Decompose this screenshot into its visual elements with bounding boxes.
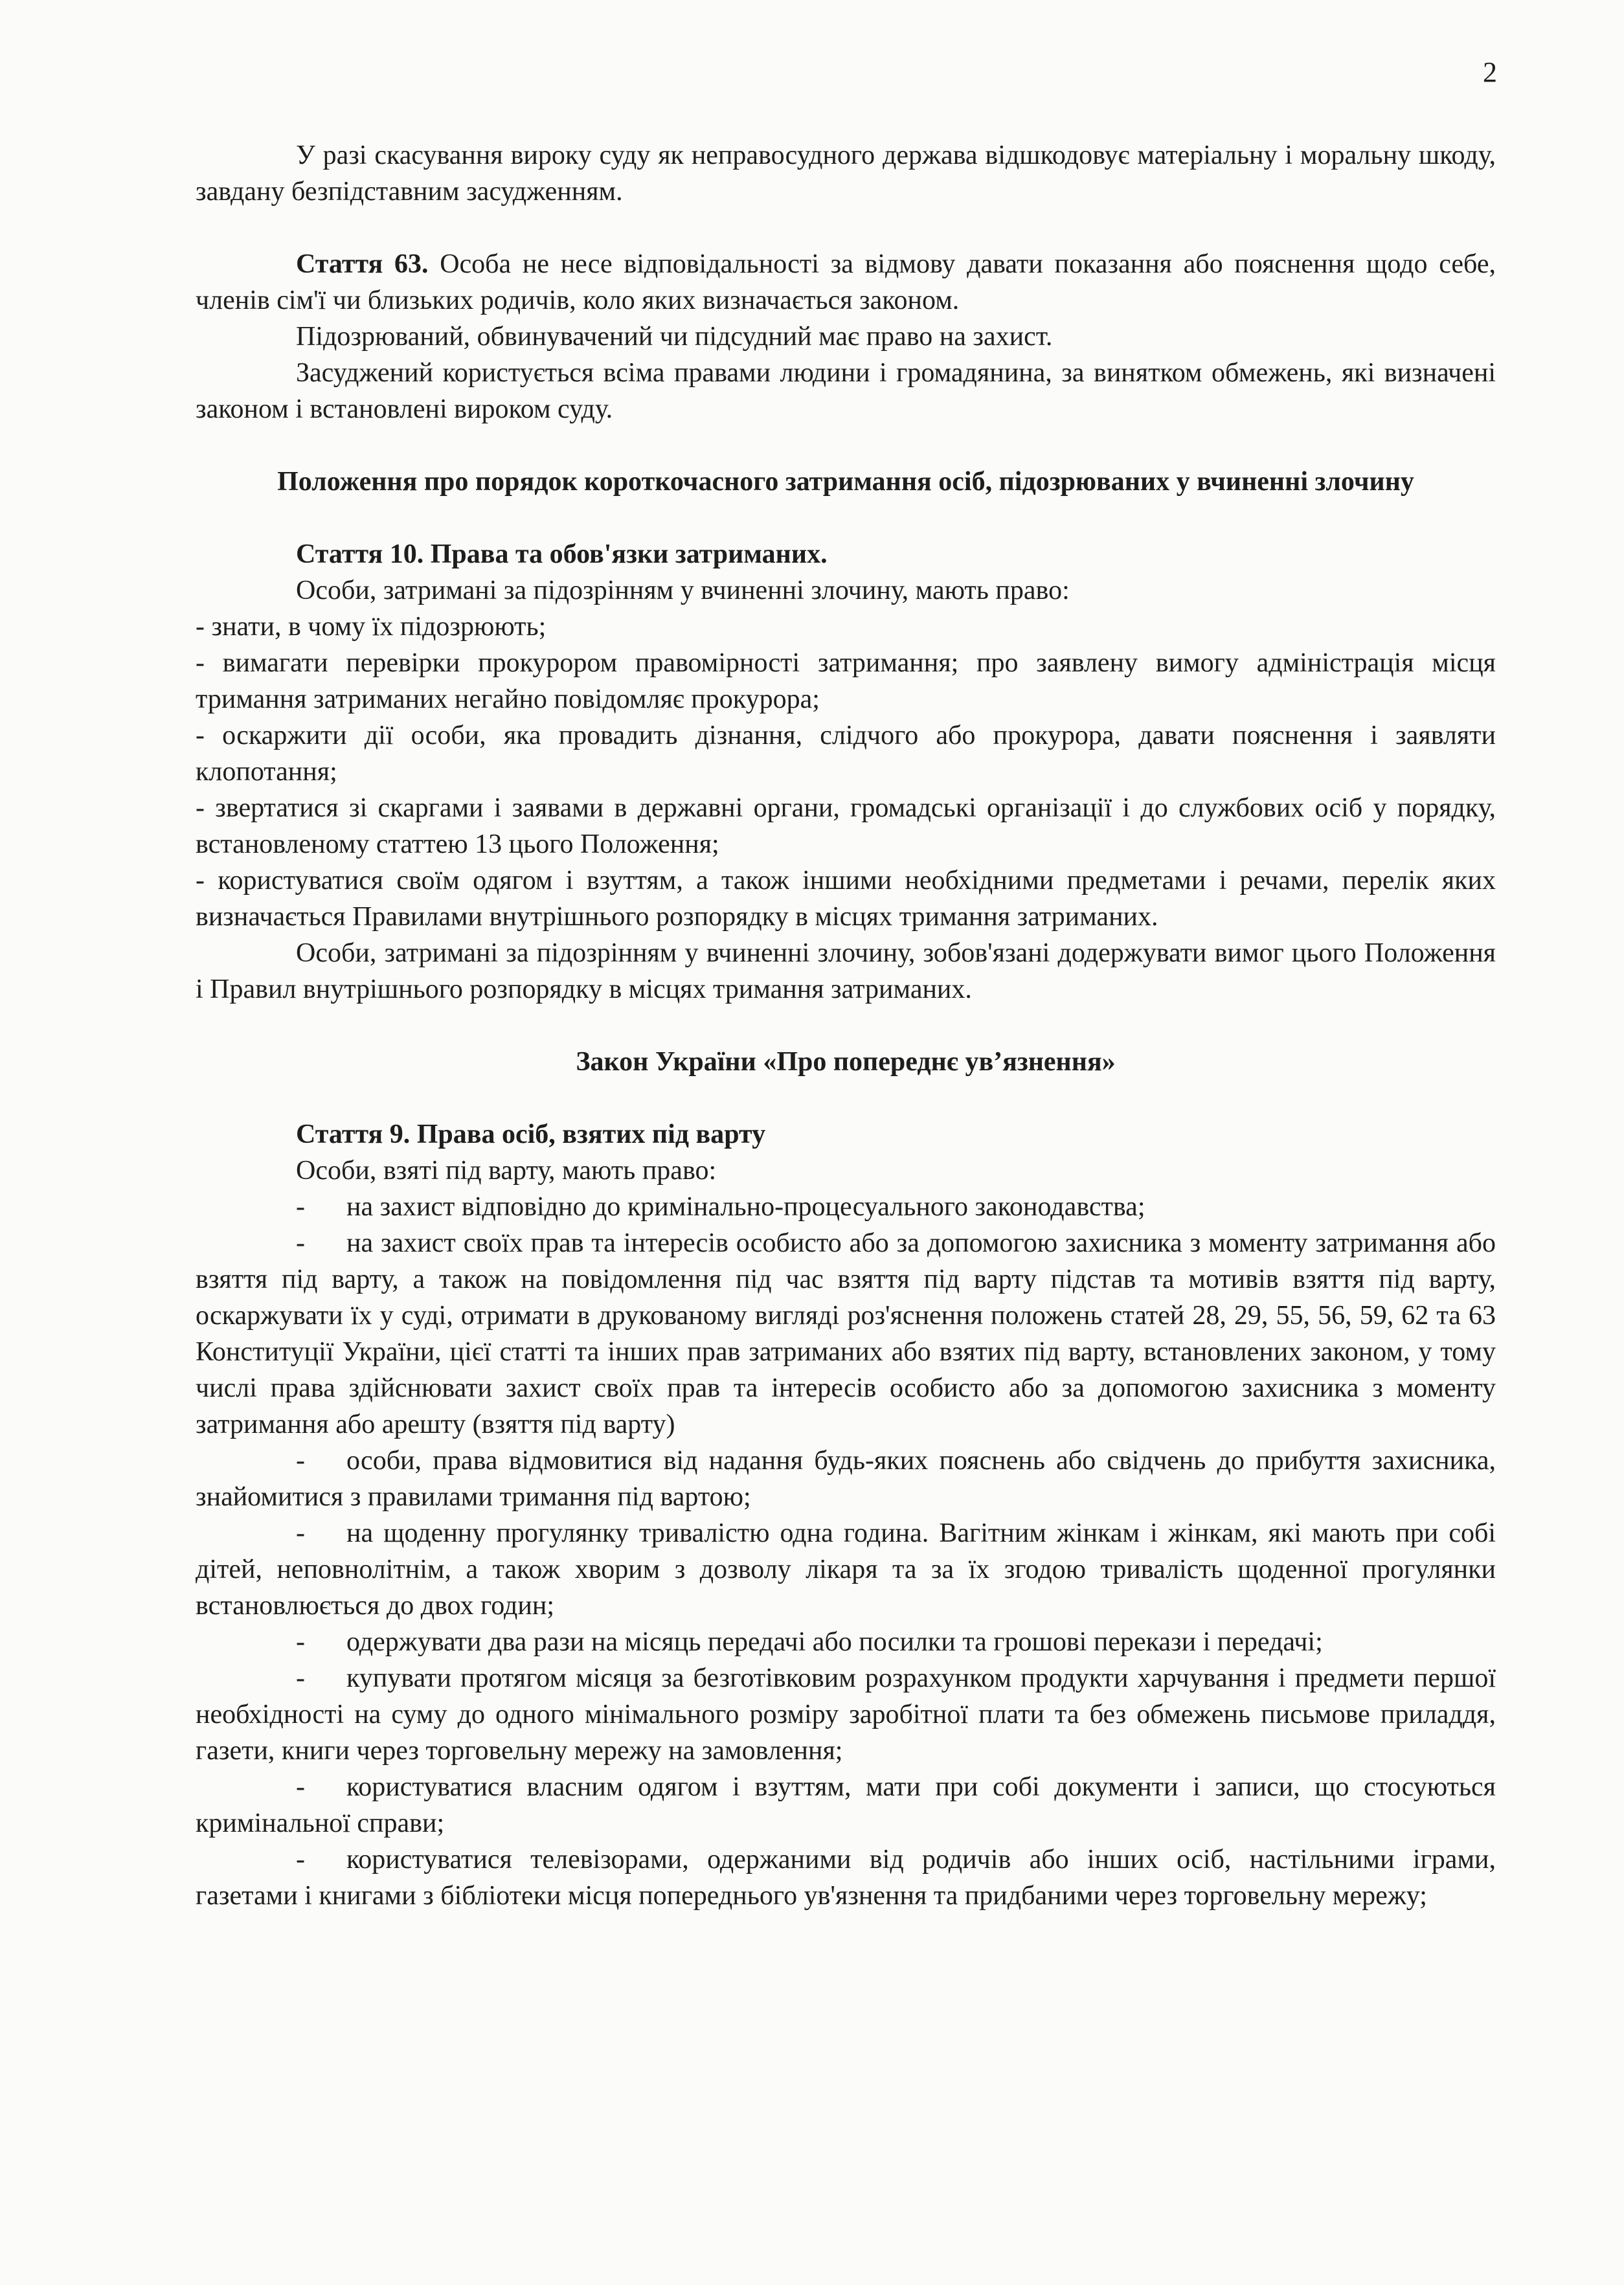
article-10-intro: Особи, затримані за підозрінням у вчиненні злочину, мають право: bbox=[296, 576, 1070, 605]
list-item: - знати, в чому їх підозрюють; bbox=[196, 612, 547, 642]
article-63-paragraph bbox=[196, 246, 1496, 319]
list-item: - звертатися зі скаргами і заявами в державні органи, громадські організації і до службових осіб у порядку, встановленому статтею 13 цього Положення; bbox=[196, 793, 1496, 859]
list-item-text: на щоденну прогулянку тривалістю одна година. Вагітним жінкам і жінкам, які мають при собі дітей, неповнолітнім, а також хворим з дозволу лікаря та за їх згодою тривалість щоденної прогулянки встановлюється до двох годин; bbox=[196, 1518, 1496, 1621]
spacer bbox=[196, 1080, 1496, 1116]
dash-marker: - bbox=[296, 1663, 305, 1693]
section-heading-law: Закон України «Про попереднє ув’язнення» bbox=[576, 1047, 1116, 1077]
list-item bbox=[196, 1660, 1496, 1769]
list-item bbox=[196, 1443, 1496, 1515]
article-9-title: Стаття 9. Права осіб, взятих під варту bbox=[296, 1120, 766, 1149]
list-item bbox=[196, 1189, 1496, 1225]
dash-marker: - bbox=[296, 1845, 305, 1874]
article-10-closing: Особи, затримані за підозрінням у вчиненні злочину, зобов'язані додержувати вимог цього Положення і Правил внутрішнього розпорядку в місцях тримання затриманих. bbox=[196, 938, 1496, 1004]
dash-marker: - bbox=[296, 1446, 305, 1476]
spacer bbox=[196, 500, 1496, 536]
list-item-text: купувати протягом місяця за безготівковим розрахунком продукти харчування і предмети першої необхідності на суму до одного мінімального розміру заробітної плати та без обмежень письмове приладдя, газети, книги через торговельну мережу на замовлення; bbox=[196, 1663, 1496, 1766]
list-item-text: на захист своїх прав та інтересів особисто або за допомогою захисника з моменту затримання або взяття під варту, а також на повідомлення під час взяття під варту підстав та мотивів взяття під варту, оскаржувати їх у суді, отримати в друкованому вигляді роз'яснення положень статей 28, 29, 55, 56, 59, 62 та 63 Конституції України, цієї статті та інших прав затриманих або взятих під варту, встановлених законом, у тому числі права здійснювати захист своїх прав та інтересів особисто або за допомогою захисника з моменту затримання або арешту (взяття під варту) bbox=[196, 1228, 1496, 1439]
spacer bbox=[196, 427, 1496, 464]
article-63-text: Особа не несе відповідальності за відмову давати показання або пояснення щодо себе, членів сім'ї чи близьких родичів, коло яких визначається законом. bbox=[196, 249, 1496, 315]
page-number: 2 bbox=[1483, 56, 1497, 88]
list-item-text: користуватися телевізорами, одержаними від родичів або інших осіб, настільними іграми, газетами і книгами з бібліотеки місця попереднього ув'язнення та придбаними через торговельну мережу; bbox=[196, 1845, 1496, 1911]
list-item bbox=[196, 1225, 1496, 1443]
article-9-intro: Особи, взяті під варту, мають право: bbox=[296, 1156, 717, 1186]
document-body bbox=[196, 137, 1496, 1914]
list-item-text: одержувати два рази на місяць передачі або посилки та грошові перекази і передачі; bbox=[346, 1627, 1323, 1657]
dash-marker: - bbox=[296, 1192, 305, 1222]
list-item bbox=[196, 1769, 1496, 1841]
list-item: - оскаржити дії особи, яка провадить дізнання, слідчого або прокурора, давати пояснення і заявляти клопотання; bbox=[196, 721, 1496, 787]
list-item bbox=[196, 1841, 1496, 1914]
list-item bbox=[196, 1515, 1496, 1624]
dash-marker: - bbox=[296, 1627, 305, 1657]
dash-marker: - bbox=[296, 1228, 305, 1258]
list-item: - користуватися своїм одягом і взуттям, а також іншими необхідними предметами і речами, перелік яких визначається Правилами внутрішнього розпорядку в місцях тримання затриманих. bbox=[196, 866, 1496, 932]
article-63-label: Стаття 63. bbox=[296, 249, 429, 279]
list-item-text: на захист відповідно до кримінально-процесуального законодавства; bbox=[346, 1192, 1145, 1222]
paragraph-right-to-defense: Підозрюваний, обвинувачений чи підсудний має право на захист. bbox=[296, 322, 1053, 352]
dash-marker: - bbox=[296, 1772, 305, 1802]
spacer bbox=[196, 1007, 1496, 1044]
list-item-text: особи, права відмовитися від надання будь-яких пояснень або свідчень до прибуття захисника, знайомитися з правилами тримання під вартою; bbox=[196, 1446, 1496, 1512]
list-item: - вимагати перевірки прокурором правомірності затримання; про заявлену вимогу адміністрація місця тримання затриманих негайно повідомляє прокурора; bbox=[196, 648, 1496, 714]
article-10-title: Стаття 10. Права та обов'язки затриманих. bbox=[296, 539, 828, 569]
spacer bbox=[196, 210, 1496, 246]
paragraph-compensation: У разі скасування вироку суду як неправосудного держава відшкодовує матеріальну і моральну шкоду, завдану безпідставним засудженням. bbox=[196, 141, 1496, 207]
section-heading-regulation: Положення про порядок короткочасного затримання осіб, підозрюваних у вчиненні злочину bbox=[277, 467, 1414, 497]
paragraph-convict-rights: Засуджений користується всіма правами людини і громадянина, за винятком обмежень, які визначені законом і встановлені вироком суду. bbox=[196, 358, 1496, 424]
list-item-text: користуватися власним одягом і взуттям, мати при собі документи і записи, що стосуються кримінальної справи; bbox=[196, 1772, 1496, 1838]
dash-marker: - bbox=[296, 1518, 305, 1548]
list-item bbox=[196, 1624, 1496, 1660]
